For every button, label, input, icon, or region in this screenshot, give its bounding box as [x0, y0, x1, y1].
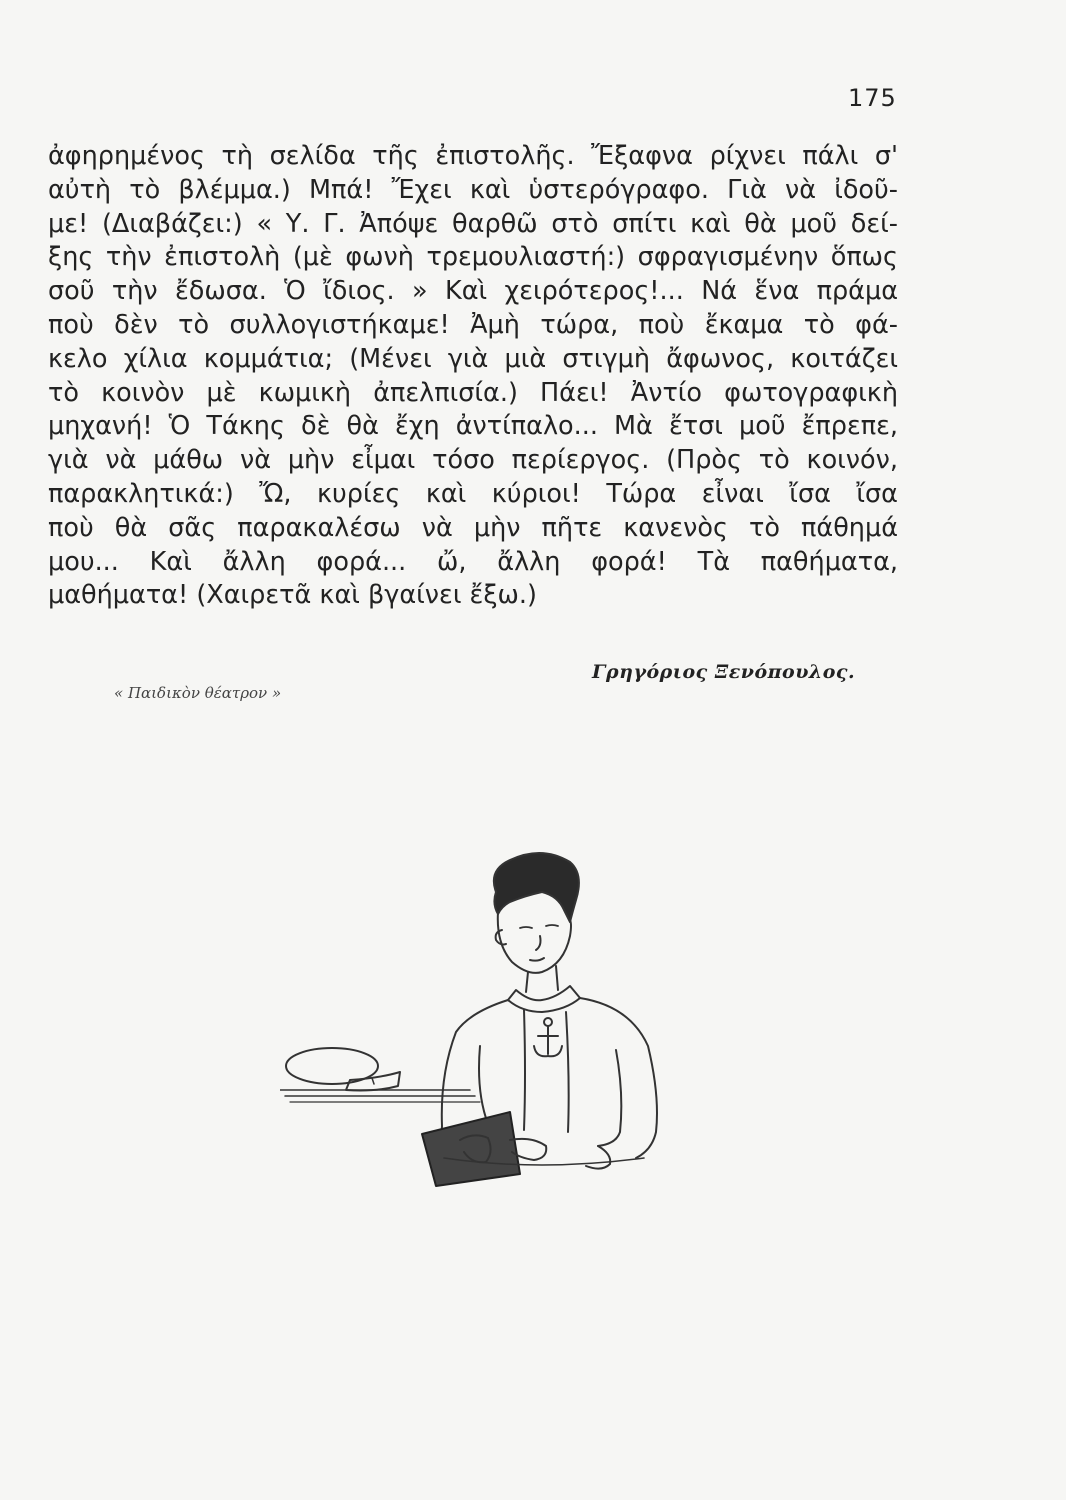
source-citation: « Παιδικὸν θέατρον » [114, 684, 282, 702]
cap-drawing [286, 1048, 400, 1091]
text-line: παρακλητικά:) Ὤ, κυρίες καὶ κύριοι! Τώρα εἶναι ἴσα ἴσα [48, 478, 898, 509]
text-line: μου... Καὶ ἄλλη φορά... ὤ, ἄλλη φορά! Τὰ παθήματα, [48, 546, 898, 577]
page-number: 175 [848, 84, 897, 112]
text-line: ἀφηρημένος τὴ σελίδα τῆς ἐπιστολῆς. Ἔξαφνα ρίχνει πάλι σ' [48, 141, 898, 171]
text-line: τὸ κοινὸν μὲ κωμικὴ ἀπελπισία.) Πάει! Ἀντίο φωτογραφικὴ [48, 377, 898, 408]
text-line: ποὺ δὲν τὸ συλλογιστήκαμε! Ἀμὴ τώρα, ποὺ ἔκαμα τὸ φά- [48, 309, 898, 340]
text-line: γιὰ νὰ μάθω νὰ μὴν εἶμαι τόσο περίεργος. (Πρὸς τὸ κοινόν, [48, 445, 898, 476]
text-line: σοῦ τὴν ἔδωσα. Ὁ ἴδιος. » Καὶ χειρότερος!... Νά ἕνα πράμα [48, 276, 898, 307]
text-line: με! (Διαβάζει:) « Υ. Γ. Ἀπόψε θαρθῶ στὸ σπίτι καὶ θὰ μοῦ δεί- [48, 208, 898, 239]
author-signature: Γρηγόριος Ξενόπουλος. [592, 661, 856, 683]
text-line: μαθήματα! (Χαιρετᾶ καὶ βγαίνει ἔξω.) [48, 580, 537, 611]
text-line: ξης τὴν ἐπιστολὴ (μὲ φωνὴ τρεμουλιαστή:) σφραγισμένην ὅπως [48, 242, 898, 273]
anchor-drawing [534, 1018, 562, 1056]
text-line: μηχανή! Ὁ Τάκης δὲ θὰ ἔχη ἀντίπαλο... Μὰ ἔτσι μοῦ ἔπρεπε, [48, 411, 898, 442]
text-line: αὐτὴ τὸ βλέμμα.) Μπά! Ἔχει καὶ ὑστερόγραφο. Γιὰ νὰ ἰδοῦ- [48, 174, 898, 205]
body-text [48, 140, 898, 613]
text-line: κελο χίλια κομμάτια; (Μένει γιὰ μιὰ στιγμὴ ἄφωνος, κοιτάζει [48, 343, 898, 374]
text-line: ποὺ θὰ σᾶς παρακαλέσω νὰ μὴν πῆτε κανενὸς τὸ πάθημά [48, 512, 898, 543]
boy-reading-illustration [280, 840, 700, 1220]
